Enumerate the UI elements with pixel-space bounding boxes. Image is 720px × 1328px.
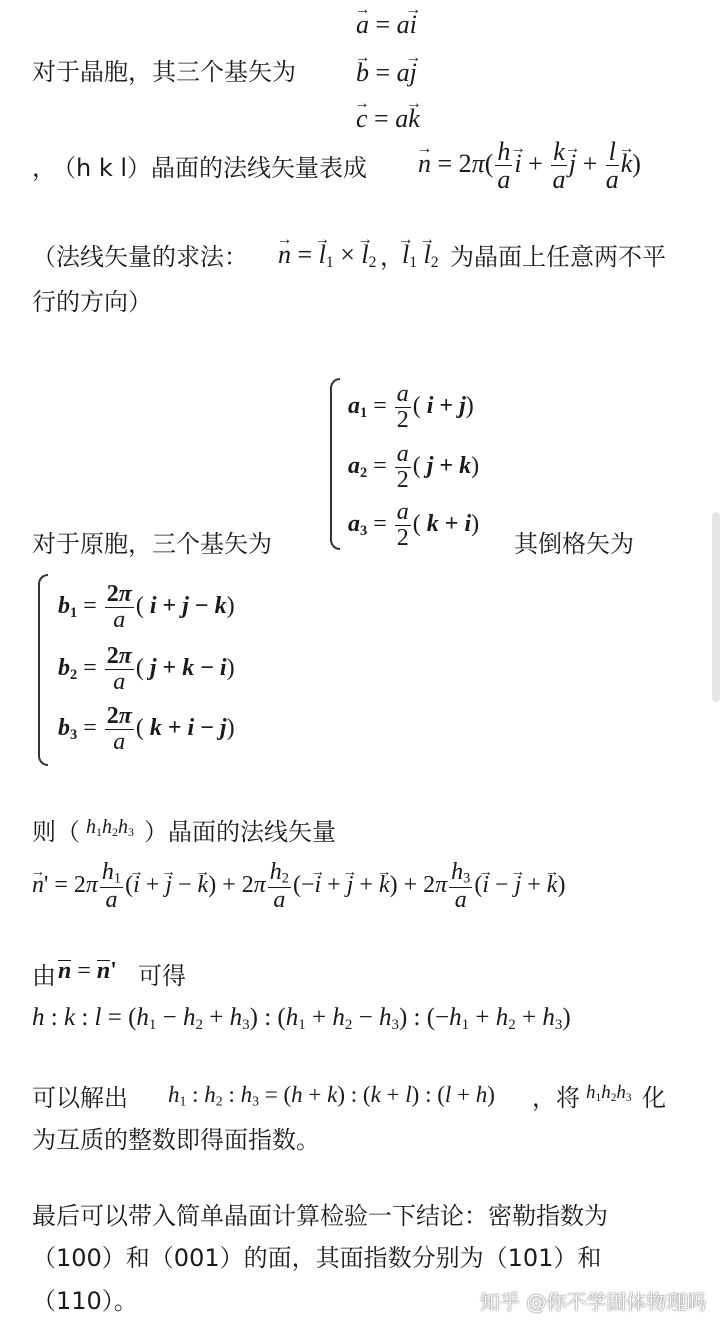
eq-a1: $a_1$ = $\frac{a}{2}$ ( i + j): [348, 381, 474, 434]
text-solve: 可以解出: [32, 1084, 128, 1112]
text-comma: ，: [32, 154, 56, 182]
text-then-2: ）晶面的法线矢量: [144, 818, 336, 846]
text-unit-cell: 对于晶胞，其三个基矢为: [32, 58, 296, 86]
eq-b2: $b_2$ = $\frac{2\pi}{a}$ ( j + k − i): [58, 643, 235, 696]
eq-hkl-ratio: h : k : $l = (h_1 - h_2 + h_3)$ : $(h_1 + h_2 - h_3)$ : $(-h_1 + h_2 + h_3)$: [32, 1004, 571, 1033]
text-reciprocal: 其倒格矢为: [514, 530, 634, 558]
text-final-2: （100）和（001）的面，其面指数分别为（101）和: [32, 1244, 602, 1272]
eq-b1: $b_1$ = $\frac{2\pi}{a}$ ( i + j − k): [58, 581, 235, 634]
text-from-2: 可得: [138, 962, 186, 990]
eq-h-ratio: $h_1$ : $h_2$ : $h_3 = (h + k)$ : (k + l) : (l + h): [168, 1082, 495, 1109]
eq-a2: $a_2$ = $\frac{a}{2}$ ( j + k): [348, 441, 480, 494]
brace-reciprocal: [38, 574, 48, 766]
text-solve-2: ，将: [532, 1084, 580, 1112]
eq-n-prime: → n' = 2π $\frac{h_1}{a}$ (→ i + → j − → k) + 2π $\frac{h_2}{a}$ (−→ i + → j + → k) + 2π $\frac{h_3}{a}$ (→ i − → j + → k): [32, 860, 565, 913]
text-final-1: 最后可以带入简单晶面计算检验一下结论：密勒指数为: [32, 1202, 608, 1230]
text-method-1b: ，: [380, 243, 404, 271]
scrollbar[interactable]: [712, 512, 720, 702]
text-then: 则（: [32, 818, 80, 846]
text-hkl-normal: （h k l）晶面的法线矢量表成: [52, 154, 368, 182]
text-method-1c: 为晶面上任意两不平: [450, 243, 666, 271]
eq-h1h2h3-inline: $h_1h_2h_3$: [586, 1082, 632, 1104]
eq-b3: $b_3$ = $\frac{2\pi}{a}$ ( k + i − j): [58, 703, 235, 756]
brace-primitive: [330, 378, 340, 550]
eq-l1-l2: → $l_1 \to l_2$: [402, 240, 439, 272]
eq-normal-vector: → n = 2π( $\frac{h}{a}$ → i + $\frac{k}{a}$ → j + $\frac{l}{a}$ → k): [418, 138, 641, 194]
watermark: 知乎 @你不学固体物理吗: [480, 1290, 707, 1314]
eq-cross-product: → n = → $l_1$ × → $l_2$: [278, 240, 376, 272]
text-from: 由: [32, 962, 56, 990]
eq-b-vector: → b = a→ j: [356, 58, 417, 88]
text-final-3: （110）。: [32, 1287, 138, 1315]
eq-a-vector: → a = a→ i: [356, 10, 417, 40]
eq-a3: $a_3$ = $\frac{a}{2}$ ( k + i): [348, 499, 480, 552]
text-method-1: （法线矢量的求法：: [32, 243, 248, 271]
text-method-2: 行的方向）: [32, 288, 152, 316]
eq-h1h2h3: $h_1h_2h_3$: [86, 816, 134, 839]
text-solve-4: 为互质的整数即得面指数。: [32, 1126, 320, 1154]
eq-n-equals-nprime: n = n': [58, 958, 117, 984]
text-primitive: 对于原胞，三个基矢为: [32, 530, 272, 558]
eq-c-vector: → c = a→ k: [356, 104, 420, 134]
text-solve-3: 化: [642, 1084, 666, 1112]
